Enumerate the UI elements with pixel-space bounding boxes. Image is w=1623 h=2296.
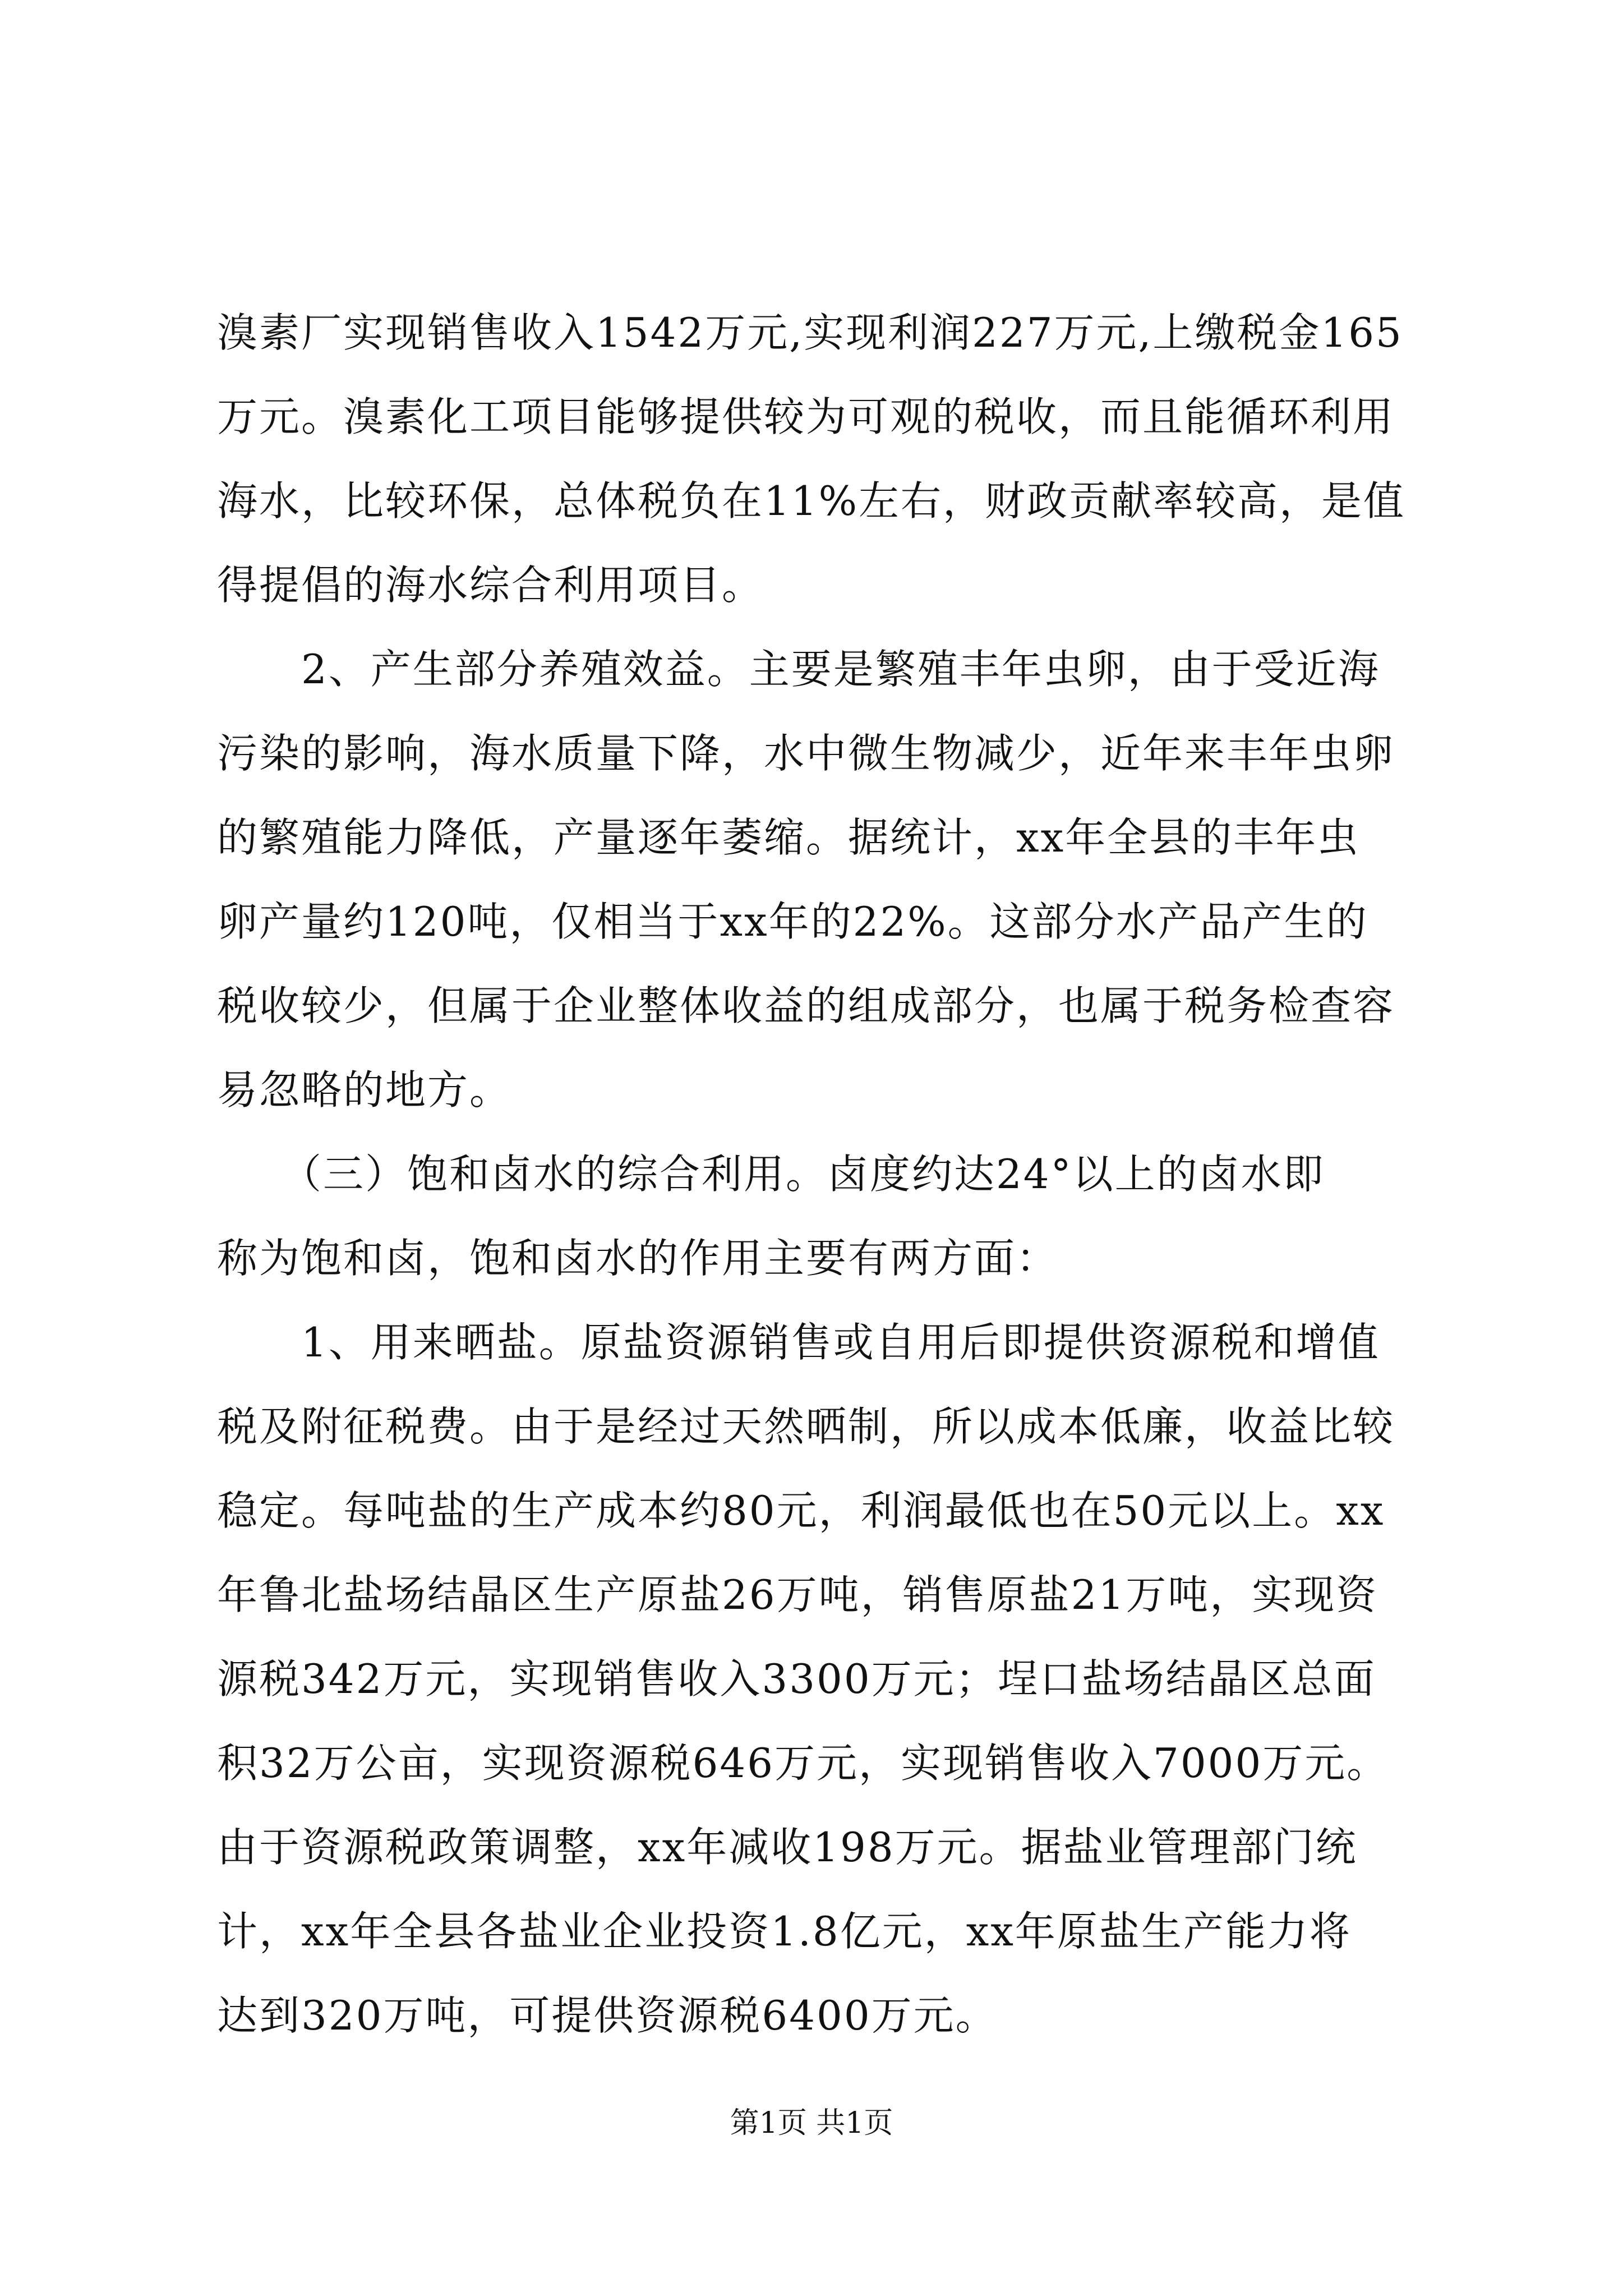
text-line: 税收较少，但属于企业整体收益的组成部分，也属于税务检查容 bbox=[217, 982, 1395, 1029]
text-line: 2、产生部分养殖效益。主要是繁殖丰年虫卵，由于受近海 bbox=[217, 646, 1380, 693]
text-line: 易忽略的地方。 bbox=[217, 1066, 512, 1114]
text-line: （三）饱和卤水的综合利用。卤度约达24°以上的卤水即 bbox=[217, 1151, 1325, 1198]
text-line: 称为饱和卤，饱和卤水的作用主要有两方面： bbox=[217, 1235, 1059, 1282]
text-line: 计，xx年全县各盐业企业投资1.8亿元，xx年原盐生产能力将 bbox=[217, 1908, 1352, 1955]
text-line: 年鲁北盐场结晶区生产原盐26万吨，销售原盐21万吨，实现资 bbox=[217, 1571, 1378, 1618]
text-line: 海水，比较环保，总体税负在11%左右，财政贡献率较高，是值 bbox=[217, 477, 1406, 524]
text-line: 由于资源税政策调整，xx年减收198万元。据盐业管理部门统 bbox=[217, 1824, 1358, 1871]
text-line: 得提倡的海水综合利用项目。 bbox=[217, 562, 764, 609]
text-line: 卵产量约120吨，仅相当于xx年的22%。这部分水产品产生的 bbox=[217, 898, 1368, 945]
text-line: 的繁殖能力降低，产量逐年萎缩。据统计，xx年全县的丰年虫 bbox=[217, 814, 1360, 861]
text-line: 污染的影响，海水质量下降，水中微生物减少，近年来丰年虫卵 bbox=[217, 730, 1395, 777]
text-line: 源税342万元，实现销售收入3300万元；埕口盐场结晶区总面 bbox=[217, 1655, 1376, 1703]
text-line: 稳定。每吨盐的生产成本约80元，利润最低也在50元以上。xx bbox=[217, 1487, 1385, 1534]
page-number-footer: 第1页 共1页 bbox=[730, 2106, 893, 2140]
text-line: 积32万公亩，实现资源税646万元，实现销售收入7000万元。 bbox=[217, 1740, 1389, 1787]
text-line: 税及附征税费。由于是经过天然晒制，所以成本低廉，收益比较 bbox=[217, 1403, 1395, 1450]
text-line: 万元。溴素化工项目能够提供较为可观的税收，而且能循环利用 bbox=[217, 393, 1395, 440]
text-line: 达到320万吨，可提供资源税6400万元。 bbox=[217, 1992, 998, 2039]
text-line: 1、用来晒盐。原盐资源销售或自用后即提供资源税和增值 bbox=[217, 1319, 1380, 1366]
text-line: 溴素厂实现销售收入1542万元,实现利润227万元,上缴税金165 bbox=[217, 309, 1403, 356]
